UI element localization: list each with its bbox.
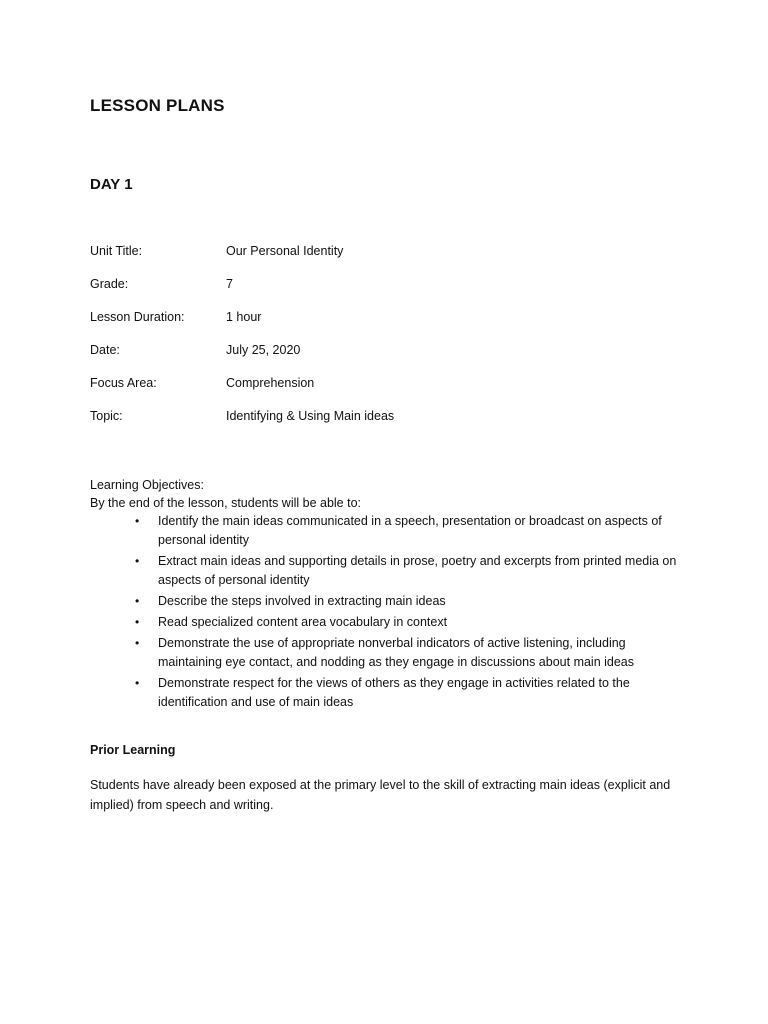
objectives-list xyxy=(90,512,690,712)
info-row-focus-area xyxy=(90,376,690,409)
info-value: 1 hour xyxy=(226,310,262,324)
bullet-icon: • xyxy=(135,615,140,629)
info-label: Lesson Duration: xyxy=(90,310,185,324)
list-item xyxy=(135,613,690,632)
objective-text: Demonstrate respect for the views of others as they engage in activities related to the identification and use of main ideas xyxy=(158,676,630,709)
list-item xyxy=(135,634,690,672)
list-item xyxy=(135,592,690,611)
prior-learning-text: Students have already been exposed at the primary level to the skill of extracting main ideas (explicit and implied) from speech and writing. xyxy=(90,778,671,812)
lesson-info-table xyxy=(90,244,690,442)
info-row-topic xyxy=(90,409,690,442)
info-label: Grade: xyxy=(90,277,129,291)
objective-text: Extract main ideas and supporting details in prose, poetry and excerpts from printed media on aspects of personal identity xyxy=(158,554,677,587)
bullet-icon: • xyxy=(135,554,140,568)
info-row-grade xyxy=(90,277,690,310)
info-label: Date: xyxy=(90,343,120,357)
info-value: July 25, 2020 xyxy=(226,343,301,357)
document-title: LESSON PLANS xyxy=(90,96,225,115)
info-label: Unit Title: xyxy=(90,244,143,258)
info-value: Our Personal Identity xyxy=(226,244,344,258)
info-row-date xyxy=(90,343,690,376)
day-heading: DAY 1 xyxy=(90,176,133,193)
bullet-icon: • xyxy=(135,636,140,650)
objectives-heading: Learning Objectives: xyxy=(90,478,204,492)
bullet-icon: • xyxy=(135,514,140,528)
info-row-unit-title xyxy=(90,244,690,277)
info-value: Comprehension xyxy=(226,376,315,390)
objective-text: Identify the main ideas communicated in a speech, presentation or broadcast on aspects of personal identity xyxy=(158,514,662,547)
list-item xyxy=(135,552,690,590)
objectives-intro: By the end of the lesson, students will be able to: xyxy=(90,496,362,510)
prior-learning-heading: Prior Learning xyxy=(90,743,176,757)
info-label: Topic: xyxy=(90,409,123,423)
info-value: 7 xyxy=(226,277,233,291)
learning-objectives-section xyxy=(90,476,690,714)
info-value: Identifying & Using Main ideas xyxy=(226,409,395,423)
bullet-icon: • xyxy=(135,676,140,690)
objective-text: Demonstrate the use of appropriate nonverbal indicators of active listening, including maintaining eye contact, and nodding as they engage in discussions about main ideas xyxy=(158,636,635,669)
info-label: Focus Area: xyxy=(90,376,157,390)
objective-text: Read specialized content area vocabulary in context xyxy=(158,615,448,629)
bullet-icon: • xyxy=(135,594,140,608)
info-row-lesson-duration xyxy=(90,310,690,343)
list-item xyxy=(135,674,690,712)
list-item xyxy=(135,512,690,550)
objective-text: Describe the steps involved in extracting main ideas xyxy=(158,594,446,608)
